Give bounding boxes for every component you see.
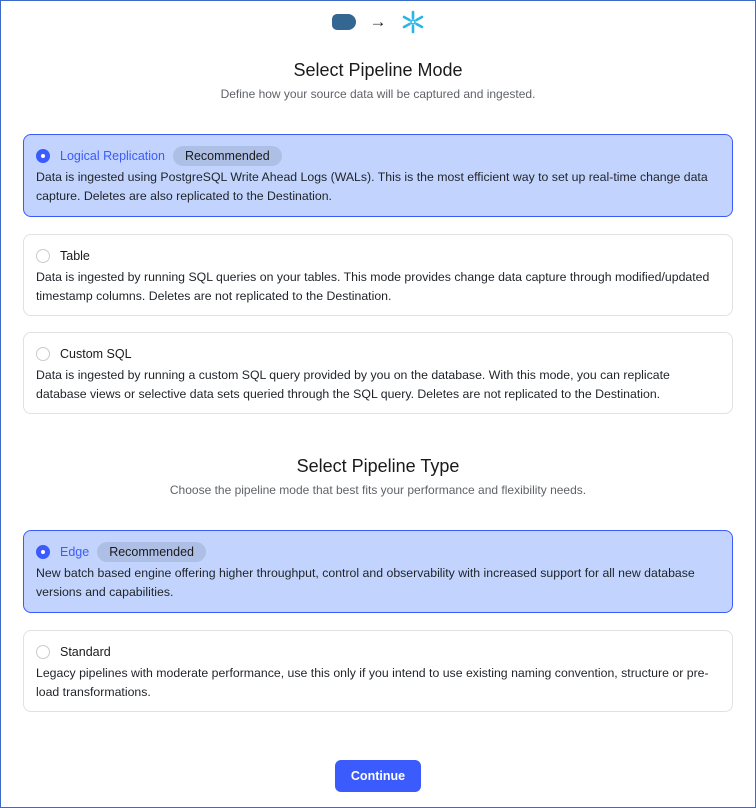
option-label: Edge <box>60 545 90 559</box>
snowflake-logo-icon <box>401 10 425 34</box>
recommended-badge: Recommended <box>97 542 206 562</box>
option-description: Data is ingested using PostgreSQL Write Ahead Logs (WALs). This is the most efficient way to set up real-time change data capture. Deletes are also replicated to the Destination. <box>36 170 708 203</box>
option-description: Data is ingested by running a custom SQL query provided by you on the database. With this mode, you can replicate database views or selective data sets queried through the SQL query. Deletes are not replicated to the Destination. <box>36 368 670 401</box>
continue-button[interactable]: Continue <box>335 760 421 792</box>
option-label: Custom SQL <box>60 347 132 361</box>
option-description: New batch based engine offering higher throughput, control and observability with increased support for all new database versions and capabilities. <box>36 566 695 599</box>
type-option-standard[interactable] <box>23 630 733 712</box>
radio-button[interactable] <box>36 249 50 263</box>
source-destination-header <box>0 10 756 34</box>
recommended-badge: Recommended <box>173 146 282 166</box>
type-option-edge[interactable] <box>23 530 733 613</box>
pipeline-type-title: Select Pipeline Type <box>296 456 460 476</box>
arrow-right-icon: → <box>369 12 387 31</box>
postgresql-logo-icon <box>332 14 356 30</box>
option-label: Logical Replication <box>60 149 165 163</box>
pipeline-mode-subtitle: Define how your source data will be captured and ingested. <box>220 87 536 101</box>
radio-button[interactable] <box>36 545 50 559</box>
radio-button[interactable] <box>36 149 50 163</box>
pipeline-type-subtitle: Choose the pipeline mode that best fits your performance and flexibility needs. <box>169 483 587 497</box>
pipeline-mode-title: Select Pipeline Mode <box>293 60 463 80</box>
mode-option-custom-sql[interactable] <box>23 332 733 414</box>
radio-button[interactable] <box>36 645 50 659</box>
option-label: Table <box>60 249 90 263</box>
option-description: Data is ingested by running SQL queries on your tables. This mode provides change data capture through modified/updated timestamp columns. Deletes are not replicated to the Destination. <box>36 270 710 303</box>
radio-button[interactable] <box>36 347 50 361</box>
option-description: Legacy pipelines with moderate performance, use this only if you intend to use existing naming convention, structure or pre-load transformations. <box>36 666 709 699</box>
mode-option-table[interactable] <box>23 234 733 316</box>
option-label: Standard <box>60 645 111 659</box>
mode-option-logical-replication[interactable] <box>23 134 733 217</box>
